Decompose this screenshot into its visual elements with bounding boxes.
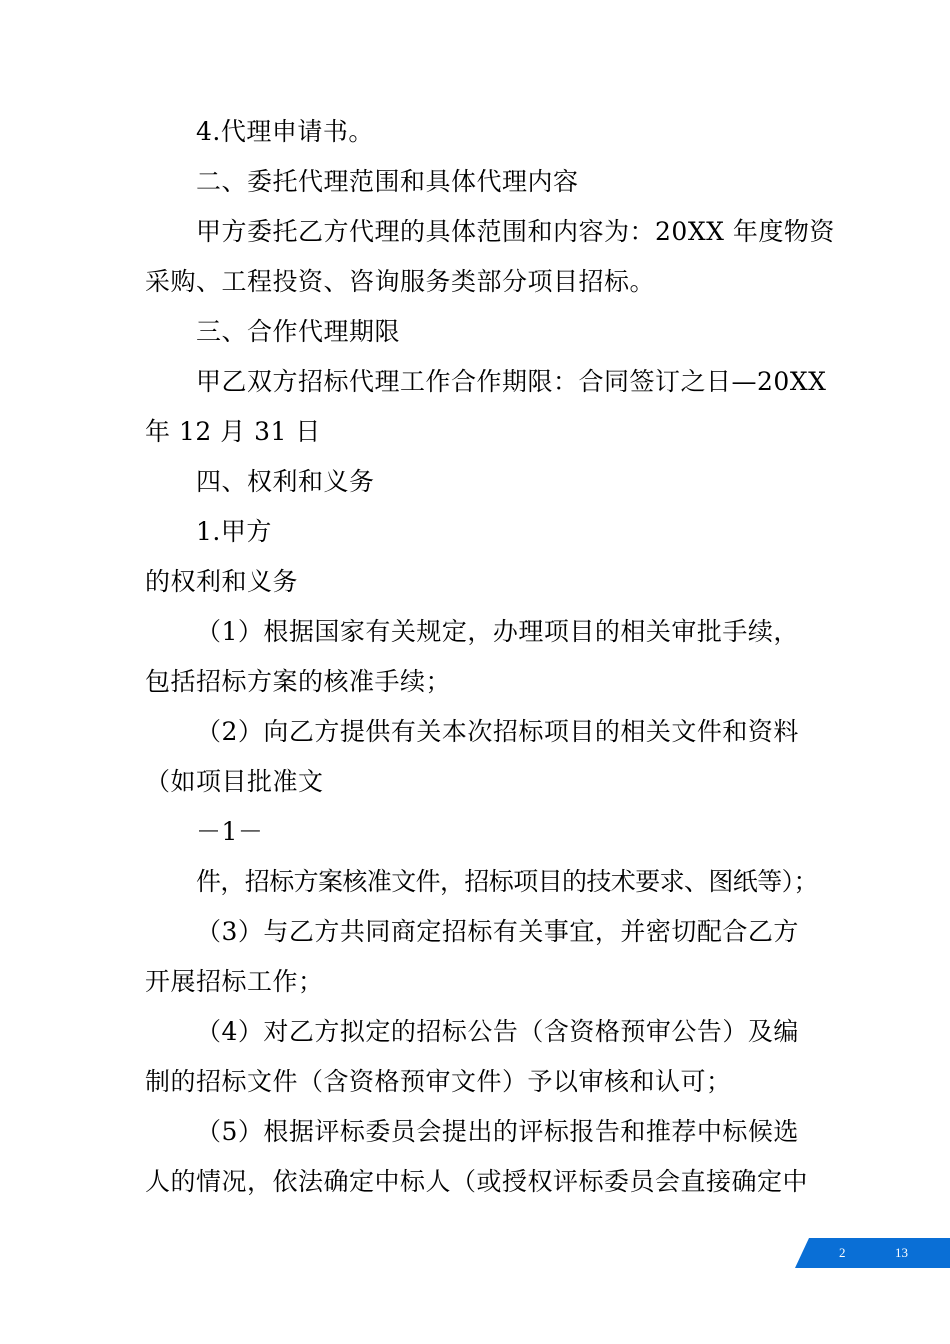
paragraph-line: 开展招标工作； [145,967,324,996]
list-item: （1）根据国家有关规定，办理项目的相关审批手续， [196,617,799,646]
section-heading: 四、权利和义务 [196,467,375,496]
paragraph-line: 的权利和义务 [145,567,299,596]
paragraph-line: 4.代理申请书。 [196,117,374,146]
subsection-heading: 1.甲方 [196,517,272,546]
section-heading: 三、合作代理期限 [196,317,401,346]
page-number-badge [795,1238,950,1268]
paragraph-line: 制的招标文件（含资格预审文件）予以审核和认可； [145,1067,732,1096]
paragraph-line: 人的情况，依法确定中标人（或授权评标委员会直接确定中 [145,1167,809,1196]
section-heading: 二、委托代理范围和具体代理内容 [196,167,579,196]
list-item: （2）向乙方提供有关本次招标项目的相关文件和资料 [196,717,799,746]
paragraph-line: 件，招标方案核准文件，招标项目的技术要求、图纸等）； [196,867,818,896]
list-item: （5）根据评标委员会提出的评标报告和推荐中标候选 [196,1117,799,1146]
paragraph-line: 采购、工程投资、咨询服务类部分项目招标。 [145,267,656,296]
inline-page-marker: －1－ [196,817,264,846]
paragraph-line: （如项目批准文 [145,767,324,796]
paragraph-line: 包括招标方案的核准手续； [145,667,452,696]
paragraph-line: 甲方委托乙方代理的具体范围和内容为：20XX 年度物资 [196,217,835,246]
total-pages-number: 13 [895,1245,908,1260]
paragraph-line: 甲乙双方招标代理工作合作期限：合同签订之日—20XX [196,367,827,396]
list-item: （3）与乙方共同商定招标有关事宜，并密切配合乙方 [196,917,799,946]
paragraph-line: 年 12 月 31 日 [145,417,321,446]
current-page-number: 2 [839,1245,846,1260]
list-item: （4）对乙方拟定的招标公告（含资格预审公告）及编 [196,1017,799,1046]
